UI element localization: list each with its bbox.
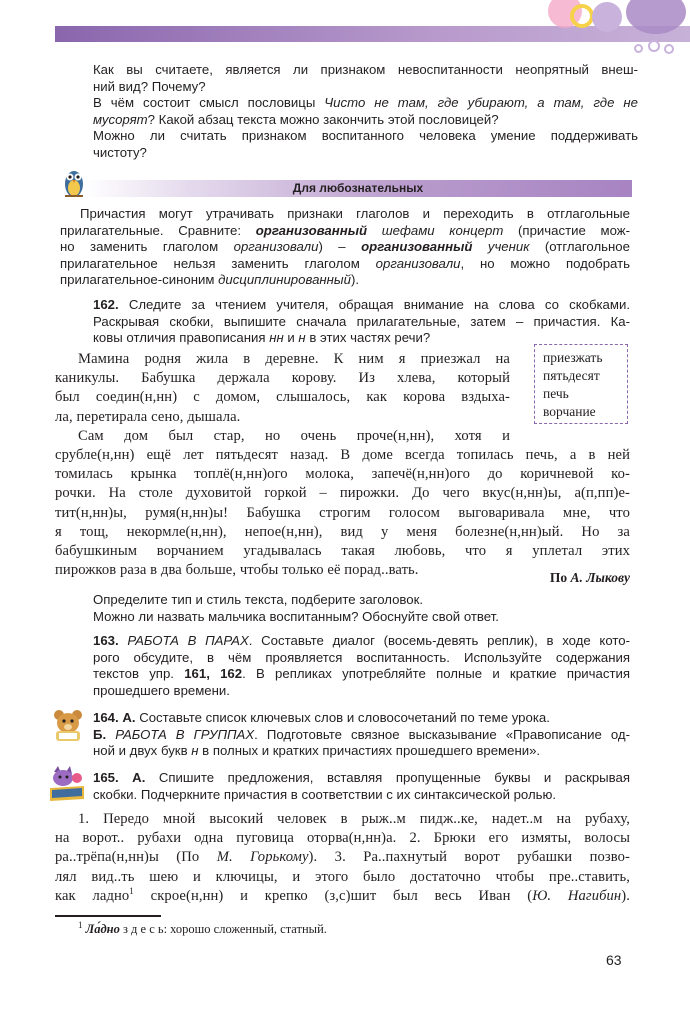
sentence-line: на ворот.. рубахи одна пуговица оторва(н,нн)а. 2. Брюки его измяты, волосы [55,830,630,847]
task-line: Можно ли назвать мальчика воспитанным? Обоснуйте свой ответ. [93,608,499,624]
questions-block [93,62,638,161]
vocabulary-box [534,344,628,424]
ex163-line: прошедшего времени. [93,682,230,698]
question-line: чистоту? [93,144,147,160]
sentence-line: ра..трёпа(н,нн)ы (По М. Горькому). 3. Ра..пахнутый ворот рубашки позво- [55,849,631,866]
curious-line: но заменить глаголом организовали) – организованный ученик (отглагольное [60,239,630,254]
story-line: бабушкиным ворчанием угадывалась такая любовь, что я уплетал этих [55,543,630,559]
sentence-line: лял вид..ть шею и ключицы, и этого было достаточно чтобы пре..ставить, [55,868,630,885]
story-line: пирожков раза в два больше, чтобы только её пopaд..вать. [55,562,419,579]
story-line: тит(н,нн)ы, румя(н,нн)ы! Бабушка строгим голосом выговаривала мне, что [55,504,630,521]
footnote-divider [55,915,161,917]
task-line: Определите тип и стиль текста, подберите заголовок. [93,592,424,607]
vocabulary-word: пятьдесят [543,368,600,383]
ex164-line: ной и двух букв н в полных и кратких причастиях прошедшего времени». [93,743,541,758]
page-number: 63 [606,952,622,968]
ex164-line: 164. А. Составьте список ключевых слов и словосочетаний по теме урока. [93,710,550,725]
sentence-line: 1. Передо мной высокий человек в рыж..м пидж..ке, надет..м на рубаху, [78,811,630,827]
ex162-line: Раскрывая скобки, выпишите сначала прилагательные, затем – причастия. Ка- [93,313,630,329]
curious-line: Причастия могут утрачивать признаки глаголов и переходить в отглагольные [80,206,630,221]
story-line: каникулы. Бабушка держала корову. Из хлева, который [55,370,510,387]
curious-title: Для любознательных [292,181,424,195]
curious-line: прилагательное-синоним дисциплинированный). [60,272,360,287]
story-line: ла, перетирала сено, дышала. [55,408,241,425]
curious-line: прилагательное нельзя заменить глаголом организовали, но можно подобрать [60,255,630,271]
story-line: томилась крынка топлё(н,нн)ого молока, запечё(н,нн)ого до коричневой ко- [55,466,630,483]
ex165-line: скобки. Подчеркните причастия в соответствии с их синтаксической ролью. [93,786,557,802]
ex164-line: Б. РАБОТА В ГРУППАХ. Подготовьте связное высказывание «Правописание од- [93,726,630,742]
vocabulary-word: печь [543,386,569,401]
ex162-line: ковы отличия правописания нн и н в этих частях речи? [93,330,431,345]
ex163-line: 163. РАБОТА В ПАРАХ. Составьте диалог (восемь-девять реплик), в ходе кото- [93,633,630,648]
story-line: я тощ, некормле(н,нн), непое(н,нн), вид у меня болезне(н,нн)ый. Но за [55,523,630,540]
ex162-line: 162. Следите за чтением учителя, обращая внимание на слова со скобками. [93,297,630,312]
cat-book-icon [48,766,86,802]
ex165-line: 165. А. Спишите предложения, вставляя пропущенные буквы и раскрывая [93,770,630,785]
owl-icon [62,166,86,200]
vocabulary-word: приезжать [543,350,603,365]
story-line: Мамина родня жила в деревне. К ним я приезжал на [78,351,510,367]
bear-icon [50,708,86,742]
sentence-line: как ладно$^1$ скрое(н,нн) и крепко (з,с)шит был весь Иван (Ю. Нагибин). [55,885,630,904]
question-line: ний вид? Почему? [93,78,206,94]
story-author: По А. Лыкову [549,570,630,585]
ex163-line: текстов упр. 161, 162. В репликах употребляйте полные и краткие причастия [93,666,631,681]
question-line: Можно ли считать признаком воспитанного человека умение поддерживать [93,128,638,143]
header-decor-circles [530,0,690,60]
question-line: мусорят? Какой абзац текста можно закончить этой пословицей? [93,111,499,127]
story-line: был соедин(н,нн) с домом, слышалось, как корова вздыха- [55,389,510,406]
story-line: рочки. На столе духовитой горкой – пирожки. До чего вкус(н,нн)ы, а(п,пп)е- [55,485,630,502]
question-line: В чём состоит смысл пословицы Чисто не там, где убирают, а там, где не [93,95,638,110]
question-line: Как вы считаете, является ли признаком невоспитанности неопрятный внеш- [93,62,638,77]
curious-line: прилагательные. Сравните: организованный шефами концерт (причастие мож- [60,222,630,238]
ex163-line: рого обсудите, в чём проявляется воспитанность. Используйте содержания [93,649,630,665]
story-line: Сам дом был стар, но очень проче(н,нн), хотя и [78,427,510,444]
vocabulary-word: ворчание [543,404,596,419]
story-line: срубле(н,нн) ещё лет пятьдесят назад. В доме всегда топилась печь, а в ней [55,447,630,463]
footnote: $^1$ Ла́дно з д е с ь: хорошо сложенный, статный. [78,919,327,936]
